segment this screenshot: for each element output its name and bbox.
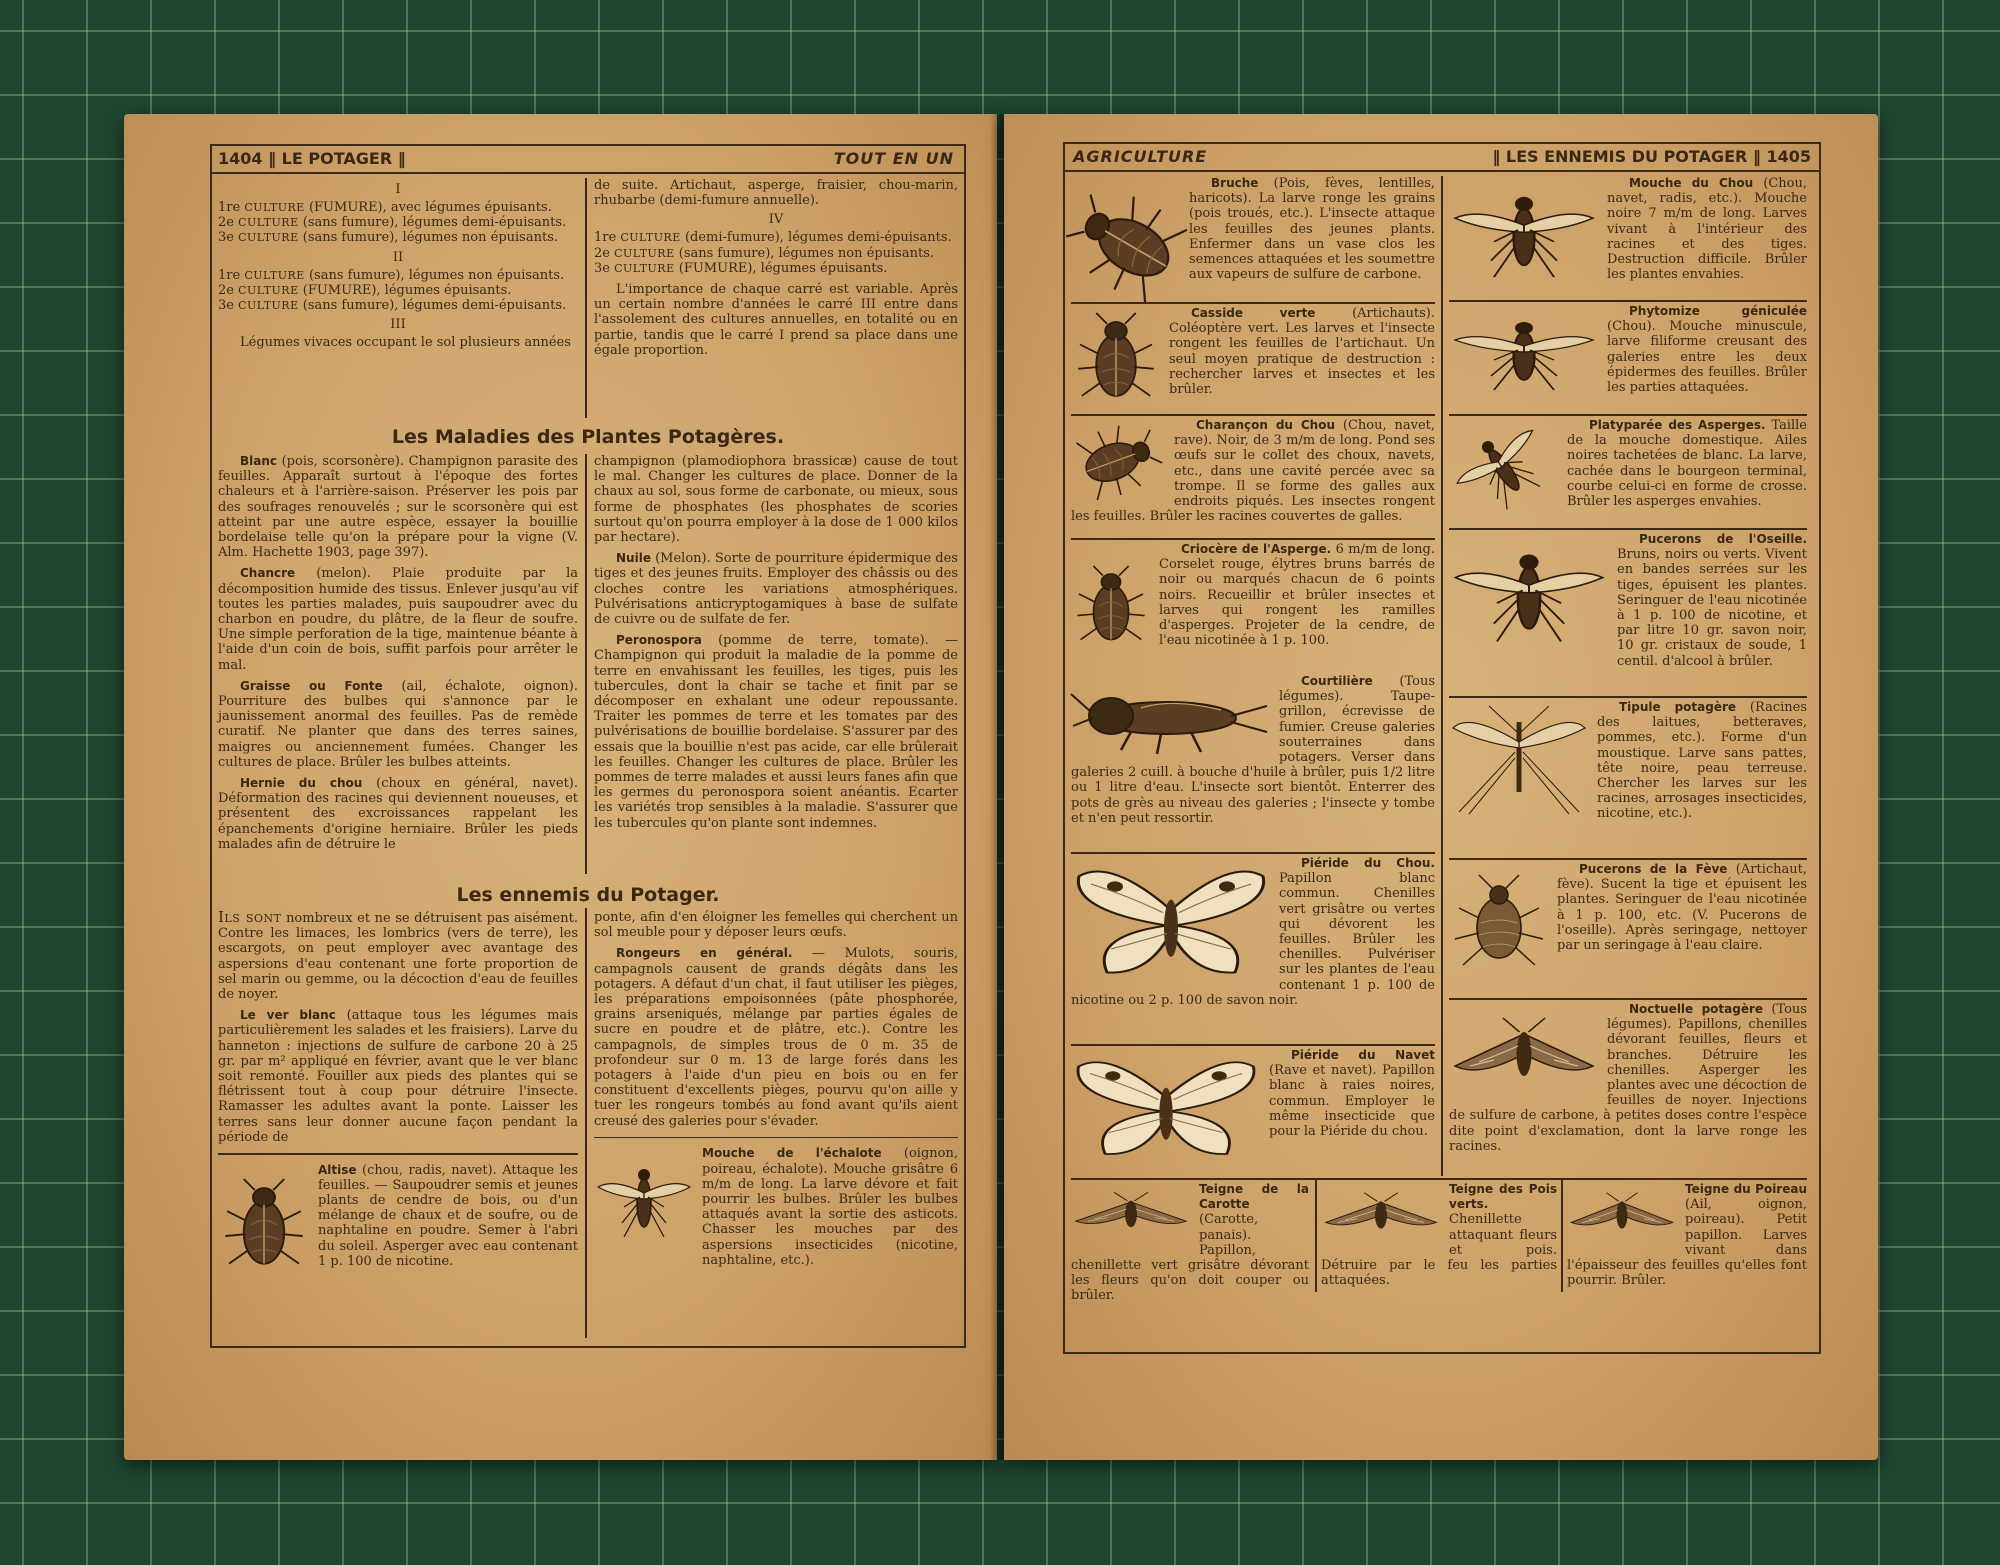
rule — [1449, 696, 1807, 698]
entry-name: Hernie du chou — [240, 776, 363, 791]
entry-name: Criocère de l'Asperge. — [1181, 542, 1332, 556]
entry-mouche-chou — [1449, 176, 1807, 298]
entry-text: (Racines des laitues, betteraves, pommes, etc.). Forme d'un moustique. Larve sans pattes, tête noire, peau terreuse. Chercher les larves sur les racines, arrosages insecticides, nicotine, etc.). — [1597, 700, 1807, 822]
aphid-icon — [1449, 864, 1549, 982]
entry-phytomize — [1449, 304, 1807, 412]
left-page-body — [218, 178, 958, 1340]
entry-name: Platyparée des Asperges. — [1589, 418, 1766, 432]
entry-name: Casside verte — [1191, 306, 1316, 320]
rule — [1449, 300, 1807, 302]
right-page-frame — [1063, 142, 1821, 1354]
entry-name: Teigne des Pois verts. — [1449, 1182, 1557, 1212]
entry-text: (Melon). Sorte de pourriture épidermique des tiges et des jeunes fruits. Employer des châssis ou des cloches contre les variations atmosphériques. Pulvérisations anticryptogamiques à base de sulfate de cuivre ou de sulfate de fer. — [594, 551, 958, 628]
beetle-icon — [218, 1165, 310, 1285]
entry-bruche — [1071, 176, 1435, 301]
entry-text: (pois, scorsonère). Champignon parasite des feuilles. Apparaît surtout à l'époque des fortes chaleurs et à l'arrière-saison. Préserver les pois par des soufrages renouvelés ; sur le scorsonère qui est atteint par une autre espèce, essayer la bouillie bordelaise telle qu'on la prépare pour la vigne (V. Alm. Hachette 1903, page 397). — [218, 454, 578, 561]
rotation-group-1 — [218, 200, 578, 246]
entry-name: Altise — [318, 1162, 357, 1177]
roman-heading: I — [395, 182, 401, 197]
butterfly-icon — [1071, 1050, 1261, 1168]
entry-name: Le ver blanc — [240, 1008, 336, 1023]
rotation-word: CULTURE — [244, 268, 305, 282]
rotation-word: CULTURE — [238, 216, 299, 230]
fly-icon — [594, 1148, 694, 1258]
ennemis-col-2 — [594, 910, 958, 1340]
entry-name: Noctuelle potagère — [1629, 1002, 1764, 1016]
entry-text: 6 m/m de long. Corselet rouge, élytres bruns barrés de noir ou marqués chacun de 6 points noirs. Recueillir et brûler insectes et larves qui rongent les ramilles d'asperges. Projeter de la cendre, de l'eau nicotinée à 1 p. 100. — [1159, 542, 1436, 649]
rule — [1449, 998, 1807, 1000]
entry-name: Pucerons de la Fève — [1579, 862, 1728, 876]
entry-pieride-navet — [1071, 1048, 1435, 1174]
entry-platyparee — [1449, 418, 1807, 526]
rotation-text: (sans fumure), légumes non épuisants. — [304, 267, 565, 283]
entry-name: Pucerons de l'Oseille. — [1639, 532, 1807, 546]
moth-icon — [1321, 1184, 1441, 1246]
rotation-number: 3e — [218, 230, 239, 246]
entry-text: Bruns, noirs ou verts. Vivent en bandes serrées sur les tiges, épuisent les plantes. Seringuer de l'eau nicotinée à 1 p. 100 de nicotine, et par litre 10 gr. savon noir, 10 gr. cristaux de soude, 1 centil. d'alcool à brûler. — [1617, 547, 1807, 669]
entry-name: Tipule potagère — [1619, 700, 1737, 714]
rule — [1449, 414, 1807, 416]
entry-name: Peronospora — [616, 633, 702, 648]
entry-text: champignon (plamodiophora brassicæ) cause de tout le mal. Changer les cultures de place. Donner de la chaux au sol, sous forme de carbonate, ou mieux, sous forme de phosphates (les phosphates de scories surtout qu'on pourra employer à la dose de 1 000 kilos par hectare). — [594, 454, 958, 546]
rule — [1071, 852, 1435, 854]
entry-name: Nuile — [616, 551, 651, 566]
right-page-title-number: ‖ LES ENNEMIS DU POTAGER ‖ 1405 — [1492, 147, 1811, 166]
running-title: LES ENNEMIS DU POTAGER — [1505, 147, 1748, 166]
rotation-text: de suite. Artichaut, asperge, fraisier, chou-marin, rhubarbe (demi-fumure annuelle). — [594, 178, 958, 209]
running-section: LE POTAGER — [281, 149, 393, 168]
rotation-col-1 — [218, 178, 578, 418]
drop-cap: Ils sont — [218, 908, 282, 926]
rotation-text: (demi-fumure), légumes demi-épuisants. — [680, 230, 952, 246]
rotation-text: (sans fumure), légumes demi-épuisants. — [298, 298, 567, 314]
rotation-number: 2e — [218, 282, 239, 298]
weevil-icon — [1071, 420, 1166, 500]
mole-cricket-icon — [1071, 676, 1271, 756]
entry-text: (Tous légumes). Taupe-grillon, écrevisse de fumier. Creuse galeries souterraines dans potagers. Verser dans galeries 2 cuill. à bouche d'huile à brûler, puis 1/2 litre ou 1 litre d'eau. L'insecte sort bientôt. Enterrer des pots de grès au niveau des galeries ; l'insecte y tombe et n'en peut ressortir. — [1071, 674, 1435, 826]
entry-name: Charançon du Chou — [1196, 418, 1336, 432]
rotation-number: 1re — [218, 200, 245, 215]
moth-icon — [1449, 1004, 1599, 1104]
entry-text: (attaque tous les légumes mais particulièrement les salades et les fraisiers). Larve du hanneton : injections de sulfure de carbone 20 à 25 gr. par m² appliqué en février, avant que le ver blanc soit remonté. Fouiller aux pieds des plantes qui se flétrissent tout à coup pour détruire l'insecte. Ramasser les adultes avant la ponte. Laisser les terres sans leur donner aucune façon pendant la période de — [218, 1008, 578, 1145]
entry-courtiliere — [1071, 674, 1435, 850]
maladies-heading-row — [218, 418, 958, 452]
entry-name: Piéride du Chou. — [1301, 856, 1435, 870]
moth-icon — [1071, 1184, 1191, 1244]
entry-name: Chancre — [240, 566, 296, 581]
crane-fly-icon — [1449, 702, 1589, 814]
rule — [1071, 538, 1435, 540]
maladies-col-1 — [218, 454, 578, 874]
entry-name: Piéride du Navet — [1291, 1048, 1435, 1062]
ennemis-heading-row — [218, 876, 958, 908]
rotation-line — [218, 215, 578, 230]
fly-icon — [1449, 306, 1599, 406]
entry-text: Papillon blanc commun. Chenilles vert grisâtre ou vertes qui dévorent les feuilles. Brûler les chenilles. Pulvériser sur les plantes de l'eau contenant 1 p. 100 de nicotine ou 2 p. 100 de savon noir. — [1071, 871, 1435, 1008]
entry-text: — Mulots, souris, campagnols causent de grands dégâts dans les potagers. A défaut d'un chat, il faut utiliser les pièges, les préparations empoisonnées (pâte phosphorée, grains arseniqués, mélange par parties égales de sucre en poudre et de plâtre, etc.). Contre les campagnols, de simples trous de 0 m. 35 de profondeur sur 0 m. 13 de large forés dans les potagers à l'aide d'un pieu en bois ou en fer constituent d'excellents pièges, pourvu qu'on aille y tuer les rongeurs tombés au fond avant qu'ils aient creusé des galeries pour s'évader. — [594, 946, 958, 1129]
rule — [1449, 858, 1807, 860]
entry-text: (Artichauts). Coléoptère vert. Les larves et l'insecte rongent les feuilles de l'artichaut. Un seul moyen pratique de destruction : rechercher larves et insectes et les brûler. — [1169, 306, 1435, 398]
entry-text: nombreux et ne se détruisent pas aisément. Contre les limaces, les lombrics (vers de terre), les escargots, on peut employer avec avantage des aspersions d'eau contenant une forte proportion de sel marin ou gemme, ou la décoction d'eau de feuilles de noyer. — [218, 911, 578, 1003]
entry-text: (Ail, oignon, poireau). Petit papillon. Larves vivant dans l'épaisseur des feuilles qu'elles font pourrir. Brûler. — [1567, 1197, 1807, 1289]
rule — [1071, 302, 1435, 304]
roman-heading: III — [390, 317, 406, 333]
rule — [1071, 414, 1435, 416]
rotation-col-2 — [594, 178, 958, 418]
rule — [1071, 1044, 1435, 1046]
entry-text: (Pois, fèves, lentilles, haricots). La larve ronge les grains (pois troués, etc.). L'insecte attaque les feuilles des jeunes plants. Enfermer dans un vase clos les semences attaquées et les soumettre aux vapeurs de sulfure de carbone. — [1189, 176, 1435, 283]
ennemis-col-1 — [218, 910, 578, 1340]
section-title: Les Maladies des Plantes Potagères. — [391, 426, 785, 448]
beetle-icon — [1071, 544, 1151, 668]
rotation-line — [218, 230, 578, 245]
rotation-word: CULTURE — [614, 246, 675, 260]
entry-name: Courtilière — [1301, 674, 1373, 688]
entry-text: ponte, afin d'en éloigner les femelles qui cherchent un sol meuble pour y déposer leurs œufs. — [594, 910, 958, 941]
rotation-word: CULTURE — [238, 283, 299, 297]
entry-text: (Chou, navet, radis, etc.). Mouche noire 7 m/m de long. Larves vivant à l'intérieur des racines et des tiges. Destruction difficile. Brûler les plantes envahies. — [1607, 176, 1807, 283]
rotation-number: 2e — [594, 245, 615, 261]
entry-text: (Chou, navet, rave). Noir, de 3 m/m de long. Pond ses œufs sur le collet des choux, navets, etc., dans une cavité percée avec sa trompe. Il se forme des galles aux endroits piqués. Les insectes rongent les feuilles. Brûler les racines couvertes de galles. — [1071, 418, 1436, 525]
rotation-word: CULTURE — [614, 261, 675, 275]
entry-name: Bruche — [1211, 176, 1259, 190]
page-number: 1404 — [218, 149, 263, 168]
entry-name: Mouche de l'échalote — [702, 1146, 882, 1161]
rotation-word: CULTURE — [620, 231, 681, 245]
rotation-text: (FUMURE), avec légumes épuisants. — [304, 200, 552, 215]
entry-text: (chou, radis, navet). Attaque les feuilles. — Saupoudrer semis et jeunes plants de cendre de bois, ou d'un mélange de chaux et de soufre, ou de naphtaline en poudre. Semer à l'abri du soleil. Asperger avec eau contenant 1 p. 100 de nicotine. — [318, 1162, 578, 1269]
page-number: 1405 — [1766, 147, 1811, 166]
rotation-line — [594, 246, 958, 261]
rotation-word: CULTURE — [238, 231, 299, 245]
entry-text: (melon). Plaie produite par la décomposition humide des tissus. Enlever jusqu'au vif toutes les parties malades, puis saupoudrer avec du charbon en poudre, du plâtre, de la fleur de soufre. Une simple perforation de la tige, maintenue béante à l'aide d'un coin de bois, suffit parfois pour arrêter le mal. — [218, 566, 578, 673]
rotation-line — [594, 261, 958, 276]
rotation-number: 1re — [218, 267, 245, 283]
rule — [1449, 528, 1807, 530]
rule — [218, 1153, 578, 1155]
rotation-word: CULTURE — [238, 299, 299, 313]
rule — [594, 1137, 958, 1139]
rotation-text: Légumes vivaces occupant le sol plusieurs années — [240, 335, 571, 351]
entry-teigne-poireau — [1567, 1182, 1807, 1292]
entry-name: Teigne du Poireau — [1685, 1182, 1807, 1196]
entry-text: (pomme de terre, tomate). — Champignon qui produit la maladie de la pomme de terre en envahissant les feuilles, les tiges, puis les tubercules, dont la chair se tache et finit par se décomposer en exhalant une odeur repoussante. Traiter les pommes de terre et les tomates par des pulvérisations de bouillie bordelaise. S'assurer par des essais que la bouillie n'est pas acide, car elle brûlerait les feuilles. Changer les cultures de place. Brûler les pommes de terre malades et aussi leurs fanes afin que les germes du peronospora soient anéantis. Ecarter les variétés trop sensibles à la maladie. S'assurer que les tubercules qu'on plante sont indemnes. — [594, 633, 958, 831]
column-rule — [585, 454, 587, 874]
entry-text: (Carotte, panais). Papillon, chenillette vert grisâtre dévorant les fleurs qu'on doit couper ou brûler. — [1071, 1212, 1309, 1304]
entry-criocere — [1071, 542, 1435, 670]
entry-text: (oignon, poireau, échalote). Mouche grisâtre 6 m/m de long. La larve dévore et fait pourrir les bulbes. Brûler les bulbes attaqués avant la sortie des asticots. Chasser les mouches par des aspersions insecticides (nicotine, naphtaline, etc.). — [702, 1146, 958, 1268]
rotation-line — [218, 283, 578, 298]
running-brand: TOUT EN UN — [833, 149, 954, 168]
column-rule — [1441, 176, 1443, 1176]
entry-pucerons-oseille — [1449, 532, 1807, 694]
left-page-frame — [210, 144, 966, 1348]
entry-text: Taille de la mouche domestique. Ailes noires tachetées de blanc. La larve, cachée dans le bourgeon terminal, courbe celui-ci en forme de crosse. Brûler les asperges envahies. — [1567, 418, 1807, 510]
rotation-line — [218, 268, 578, 283]
entry-text: (Tous légumes). Papillons, chenilles dévorant feuilles, fleurs et branches. Détruire les chenilles. Asperger les plantes avec une décoction de feuilles de noyer. Injections de sulfure de carbone, à petites doses contre l'espèce dite point d'exclamation, dont la larve ronge les racines. — [1449, 1002, 1807, 1154]
roman-heading: II — [392, 249, 404, 265]
rule — [1071, 1178, 1807, 1180]
rotation-text: (FUMURE), légumes épuisants. — [674, 260, 888, 276]
left-page — [124, 114, 997, 1460]
running-section: AGRICULTURE — [1073, 147, 1208, 166]
fly-icon — [1449, 420, 1559, 520]
rotation-group-2 — [218, 268, 578, 314]
beetle-icon — [1071, 308, 1161, 408]
entry-name: Mouche du Chou — [1629, 176, 1754, 190]
entry-name: Graisse ou Fonte — [240, 678, 383, 693]
rotation-word: CULTURE — [244, 201, 305, 214]
entry-pucerons-feve — [1449, 862, 1807, 996]
entry-casside — [1071, 306, 1435, 412]
butterfly-icon — [1071, 858, 1271, 988]
entry-teigne-pois — [1321, 1182, 1557, 1292]
weevil-icon — [1071, 188, 1181, 298]
entry-noctuelle — [1449, 1002, 1807, 1174]
rotation-number: 2e — [218, 215, 239, 231]
left-page-header — [212, 146, 964, 174]
right-page-header — [1065, 144, 1819, 172]
entry-name: Blanc — [240, 454, 278, 468]
rotation-text: L'importance de chaque carré est variable. Après un certain nombre d'années le carré III entre dans l'assolement des cultures annuelles, en totalité ou en partie, tandis que le carré I prend sa place dans une égale proportion. — [594, 282, 958, 358]
entry-text: (Artichaut, fève). Sucent la tige et épuisent les plantes. Seringuer de l'eau nicotinée à 1 p. 100, etc. (V. Pucerons de l'oseille). Après seringage, nettoyer par un seringage à l'eau claire. — [1557, 862, 1807, 954]
entry-text: (choux en général, navet). Déformation des racines qui deviennent noueuses, et présentent des excroissances rappelant les épanchements d'origine herniaire. Brûler les pieds malades afin de détruire le — [218, 776, 579, 852]
column-rule — [585, 908, 587, 1338]
roman-heading: IV — [768, 212, 784, 228]
section-title: Les ennemis du Potager. — [456, 884, 720, 906]
aphid-icon — [1449, 534, 1609, 662]
entry-text: (ail, échalote, oignon). Pourriture des bulbes qui s'annonce par le jaunissement anormal des feuilles. Pas de remède curatif. Ne planter que dans des terres saines, maigres ou anciennement fumées. Changer les cultures de place. Brûler les bulbes atteints. — [218, 678, 578, 770]
entry-tipule — [1449, 700, 1807, 856]
column-rule — [1315, 1180, 1317, 1292]
rotation-number: 3e — [218, 298, 239, 314]
rotation-line — [218, 298, 578, 313]
rotation-number: 3e — [594, 260, 615, 276]
entry-text: (Rave et navet). Papillon blanc à raies noires, commun. Employer le même insecticide que pour la Piéride du chou. — [1269, 1063, 1435, 1140]
rotation-number: 1re — [594, 230, 621, 246]
entry-pieride-chou — [1071, 856, 1435, 1042]
entry-text: Chenillette attaquant fleurs et pois. Détruire par le feu les parties attaquées. — [1321, 1212, 1557, 1289]
rotation-line — [218, 200, 578, 215]
rotation-text: (sans fumure), légumes non épuisants. — [298, 230, 558, 246]
right-page — [1004, 114, 1878, 1460]
entry-name: Teigne de la Carotte — [1199, 1182, 1309, 1212]
maladies-col-2 — [594, 454, 958, 874]
rotation-text: (sans fumure), légumes demi-épuisants. — [298, 215, 567, 231]
moth-icon — [1567, 1184, 1677, 1246]
left-page-number-section: 1404 ‖ LE POTAGER ‖ — [218, 149, 406, 168]
entry-text: (Chou). Mouche minuscule, larve filiforme creusant des galeries entre les deux épidermes des feuilles. Brûler les parties attaquées. — [1607, 319, 1807, 396]
column-rule — [1561, 1180, 1563, 1292]
rotation-text: (sans fumure), légumes non épuisants. — [674, 245, 934, 261]
entry-name: Phytomize géniculée — [1629, 304, 1807, 318]
entry-teigne-carotte — [1071, 1182, 1309, 1304]
rotation-text: (FUMURE), légumes épuisants. — [298, 282, 512, 298]
rotation-line — [594, 230, 958, 245]
right-page-body — [1071, 176, 1813, 1346]
rotation-group-4 — [594, 230, 958, 276]
column-rule — [585, 178, 587, 418]
entry-charancon — [1071, 418, 1435, 536]
fly-icon — [1449, 178, 1599, 296]
entry-name: Rongeurs en général. — [616, 946, 793, 961]
